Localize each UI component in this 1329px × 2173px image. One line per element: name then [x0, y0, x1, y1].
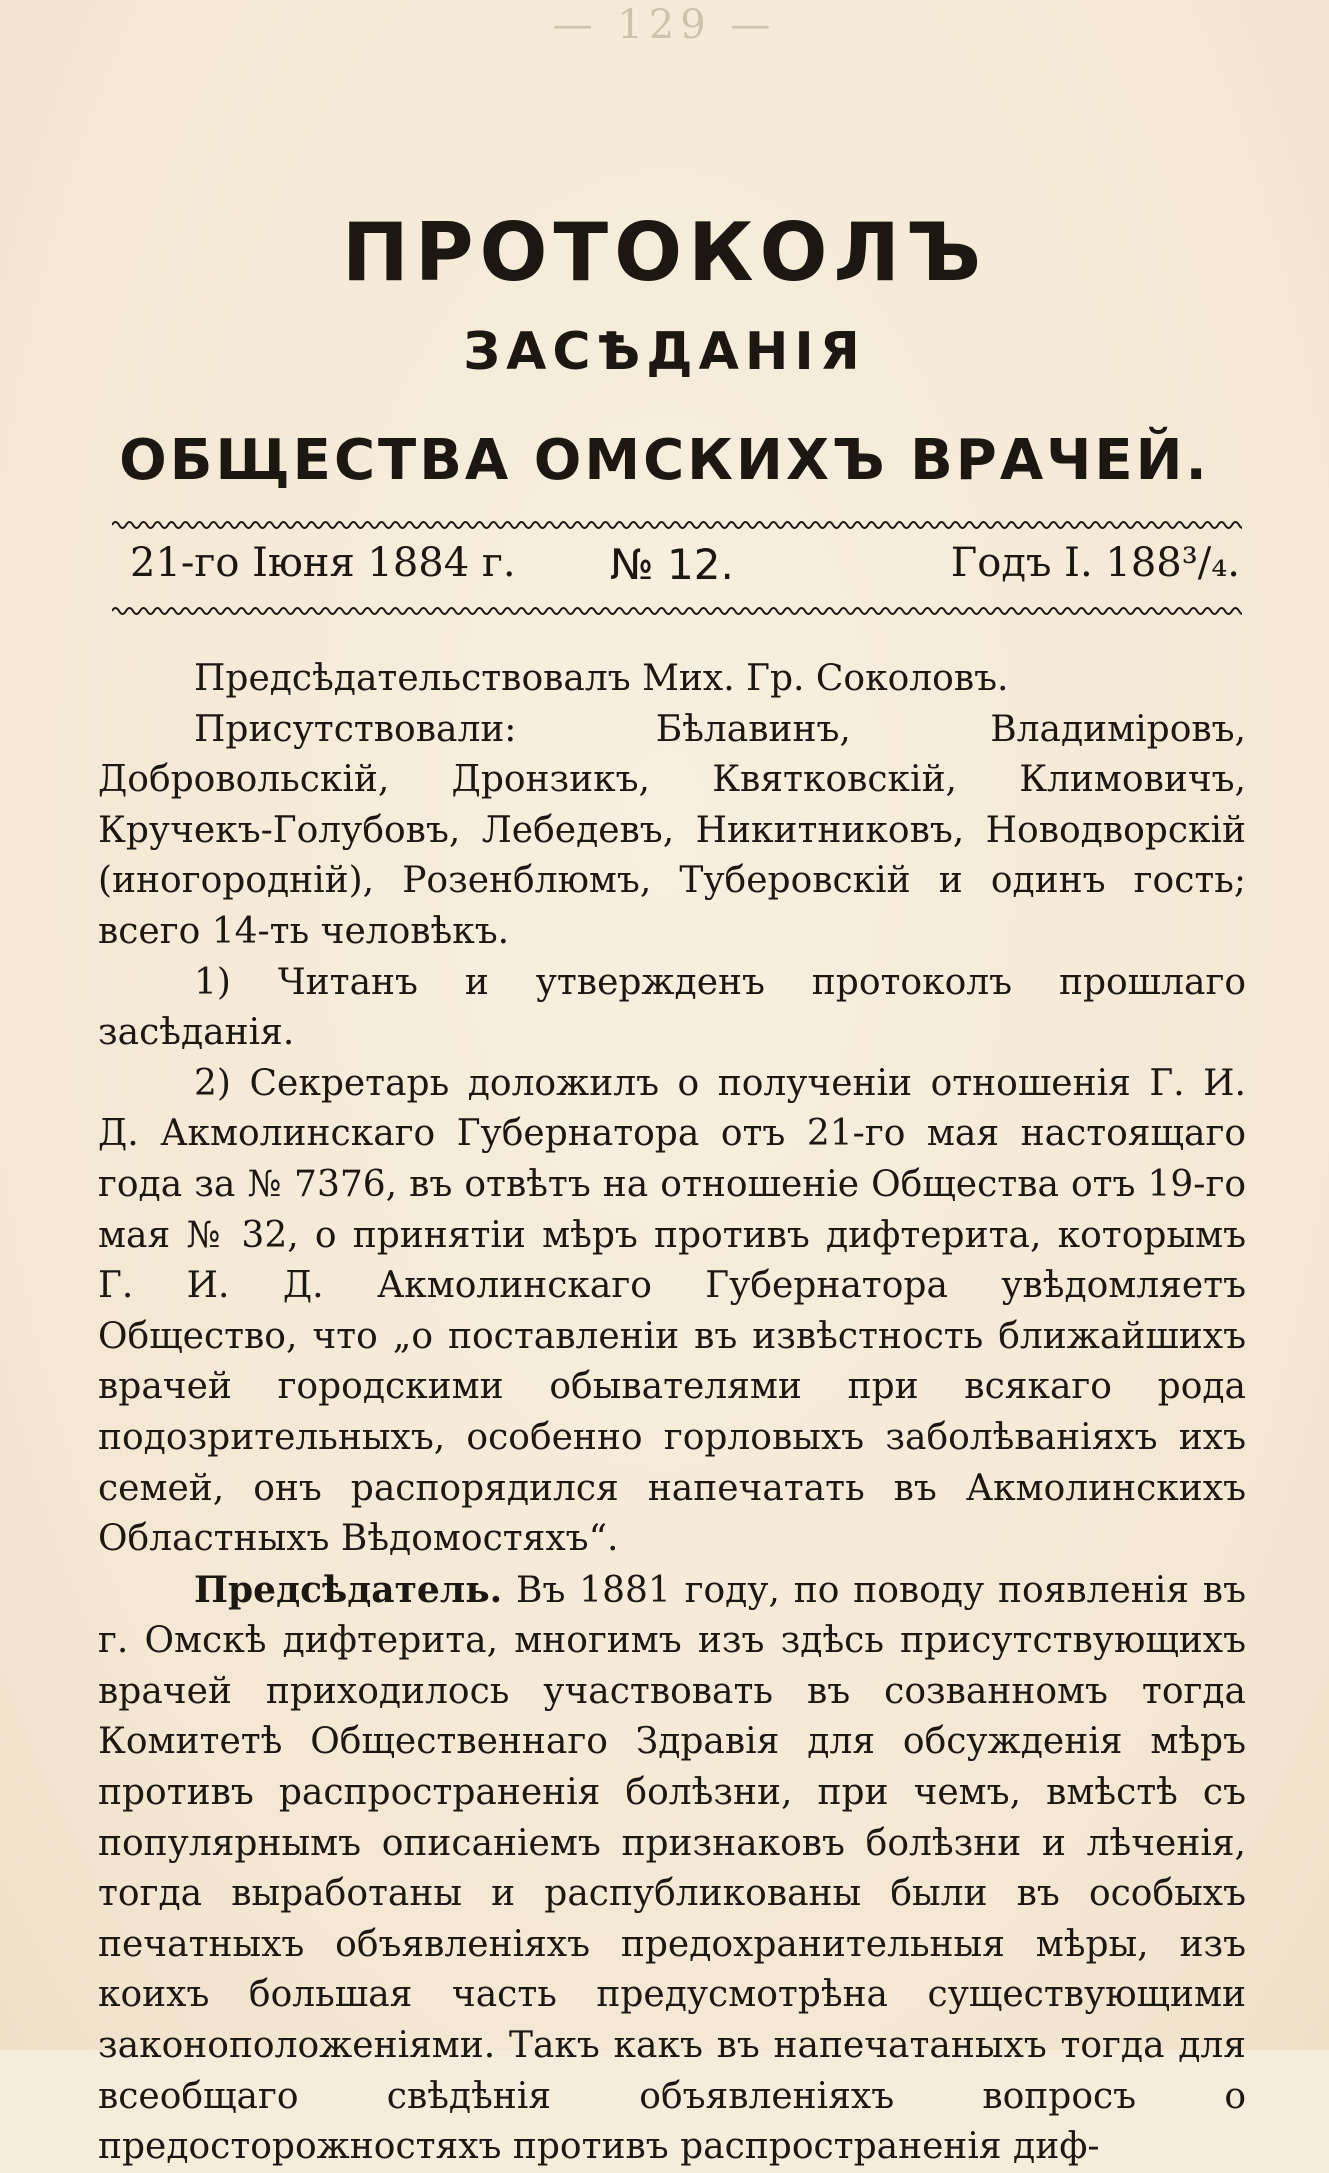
attendees-paragraph: Присутствовали: Бѣлавинъ, Владиміровъ, Добровольскій, Дронзикъ, Квятковскій, Климовичъ, Кручекъ-Голубовъ, Лебедевъ, Никитниковъ, Новодворскій (иногородній), Розенблюмъ, Туберовскій и одинъ гость; всего 14-ть человѣкъ.: [98, 708, 1246, 952]
chair-paragraph: Предсѣдательствовалъ Мих. Гр. Соколовъ.: [194, 658, 1009, 699]
document-title: ПРОТОКОЛЪ: [341, 206, 988, 299]
issue-year: Годъ I. 188³/₄.: [950, 540, 1240, 586]
item-1-paragraph: 1) Читанъ и утвержденъ протоколъ прошлаго засѣданія.: [98, 961, 1246, 1054]
organization-name: ОБЩЕСТВА ОМСКИХЪ ВРАЧЕЙ.: [119, 428, 1210, 493]
meeting-date: 21-го Іюня 1884 г.: [130, 540, 516, 586]
chairman-label: Предсѣдатель.: [194, 1568, 503, 1611]
issue-number: № 12.: [610, 540, 734, 589]
bottom-wavy-divider: [112, 604, 1242, 618]
protocol-body: [98, 654, 1246, 2173]
item-2-paragraph: 2) Секретарь доложилъ о полученіи отношенія Г. И. Д. Акмолинскаго Губернатора отъ 21-го мая настоящаго года за № 7376, въ отвѣтъ на отношеніе Общества отъ 19-го мая № 32, о принятіи мѣръ противъ дифтерита, которымъ Г. И. Д. Акмолинскаго Губернатора увѣдомляетъ Общество, что „о поставленіи въ извѣстность ближайшихъ врачей городскими обывателями при всякаго рода подозрительныхъ, особенно горловыхъ заболѣваніяхъ ихъ семей, онъ распорядился напечатать въ Акмолинскихъ Областныхъ Вѣдомостяхъ“.: [98, 1062, 1246, 1560]
document-subtitle: ЗАСѢДАНІЯ: [463, 322, 866, 382]
chairman-text: Въ 1881 году, по поводу появленія въ г. Омскѣ дифтерита, многимъ изъ здѣсь присутствующихъ врачей приходилось участвовать въ созванномъ тогда Комитетѣ Общественнаго Здравія для обсужденія мѣръ противъ распространенія болѣзни, при чемъ, вмѣстѣ съ популярнымъ описаніемъ признаковъ болѣзни и лѣченія, тогда выработаны и распубликованы были въ особыхъ печатныхъ объявленіяхъ предохранительныя мѣры, изъ коихъ большая часть предусмотрѣна существующими законоположеніями. Такъ какъ въ напечатаныхъ тогда для всеобщаго свѣдѣнія объявленіяхъ вопросъ о предосторожностяхъ противъ распространенія диф-: [98, 1569, 1246, 2168]
issue-info-row: [130, 540, 1240, 604]
page-number: — 129 —: [552, 2, 777, 48]
chairman-paragraph: [98, 1565, 1246, 2173]
top-wavy-divider: [112, 518, 1242, 532]
